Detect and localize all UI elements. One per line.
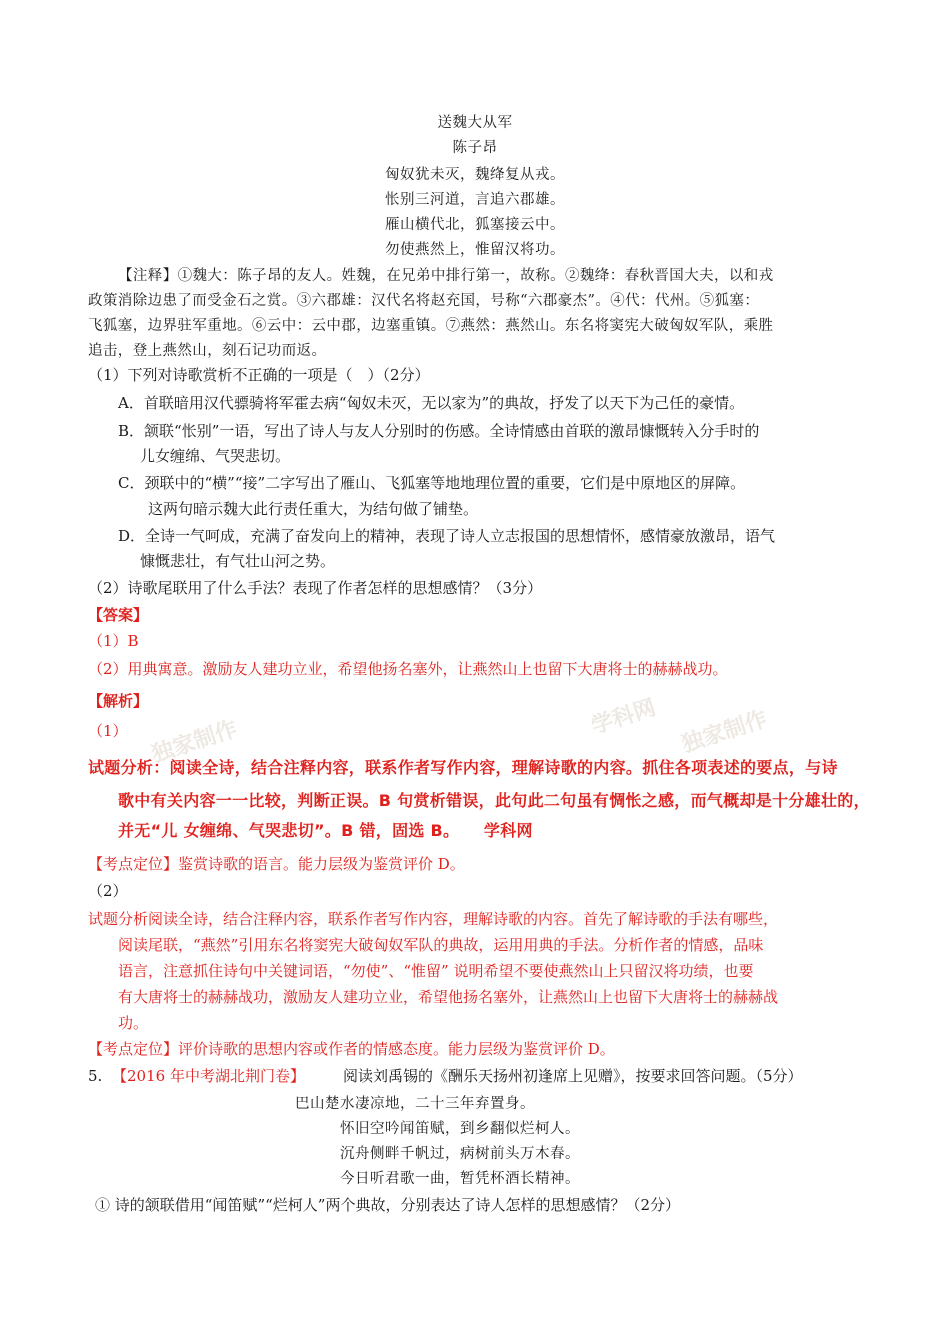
question-number: 5. [88, 1067, 103, 1085]
analysis-part-number: （2） [88, 882, 128, 900]
note-line: 追击，登上燕然山，刻石记功而返。 [88, 343, 327, 359]
watermark: 独家制作 [148, 716, 241, 768]
analysis-text: 功。 [118, 1014, 149, 1032]
analysis-label: 【解析】 [88, 692, 149, 710]
poem-line: 巴山楚水凄凉地，二十三年弃置身。 [295, 1096, 535, 1112]
poem-line: 怅别三河道，言追六郡雄。 [385, 192, 565, 208]
question-source: 【2016 年中考湖北荆门卷】 [112, 1067, 305, 1085]
option-b: B．颔联“怅别”一语，写出了诗人与友人分别时的伤感。全诗情感由首联的激昂慷慨转入分手时的 [118, 422, 760, 440]
analysis-text: 阅读尾联，“燕然”引用东名将窦宪大破匈奴军队的典故，运用用典的手法。分析作者的情感，品味 [118, 936, 764, 954]
answer-1: （1）B [88, 632, 139, 650]
poem-line: 怀旧空吟闻笛赋，到乡翻似烂柯人。 [340, 1121, 580, 1137]
analysis-text: 试题分析：阅读全诗，结合注释内容，联系作者写作内容，理解诗歌的内容。抓住各项表述的要点，与诗 [88, 758, 838, 777]
option-b-cont: 儿女缠绵、气哭悲切。 [140, 447, 291, 465]
analysis-text: 语言，注意抓住诗句中关键词语，“勿使”、“惟留” 说明希望不要使燕然山上只留汉将功绩，也要 [118, 962, 754, 980]
analysis-part-number: （1） [88, 722, 128, 740]
option-a: A．首联暗用汉代骠骑将军霍去病“匈奴未灭，无以家为”的典故，抒发了以天下为己任的豪情。 [118, 394, 745, 412]
analysis-text: 有大唐将士的赫赫战功，激励友人建功立业，希望他扬名塞外，让燕然山上也留下大唐将士的赫赫战 [118, 988, 779, 1006]
option-d-cont: 慷慨悲壮，有气壮山河之势。 [140, 552, 336, 570]
kaodian: 【考点定位】评价诗歌的思想内容或作者的情感态度。能力层级为鉴赏评价 D。 [88, 1040, 615, 1058]
question-stem: （1）下列对诗歌赏析不正确的一项是（ ）（2分） [88, 366, 430, 384]
option-c: C．颈联中的“横”“接”二字写出了雁山、飞狐塞等地地理位置的重要，它们是中原地区的屏障。 [118, 474, 746, 492]
kaodian: 【考点定位】鉴赏诗歌的语言。能力层级为鉴赏评价 D。 [88, 855, 465, 873]
poem-line: 匈奴犹未灭，魏绛复从戎。 [385, 167, 565, 183]
answer-2: （2）用典寓意。激励友人建功立业，希望他扬名塞外，让燕然山上也留下大唐将士的赫赫战功。 [88, 660, 728, 678]
option-d: D．全诗一气呵成，充满了奋发向上的精神，表现了诗人立志报国的思想情怀，感情豪放激昂，语气 [118, 527, 776, 545]
analysis-text: 试题分析阅读全诗，结合注释内容，联系作者写作内容，理解诗歌的内容。首先了解诗歌的手法有哪些， [88, 910, 779, 928]
note-line: 【注释】①魏大：陈子昂的友人。姓魏，在兄弟中排行第一，故称。②魏绛：春秋晋国大夫，以和戎 [118, 268, 774, 284]
poem-line: 今日听君歌一曲，暂凭杯酒长精神。 [340, 1171, 580, 1187]
poem-title: 送魏大从军 [437, 115, 513, 131]
question-stem: （2）诗歌尾联用了什么手法？表现了作者怎样的思想感情？（3分） [88, 579, 543, 597]
poem-line: 雁山横代北，狐塞接云中。 [385, 217, 565, 233]
sub-question: ① 诗的颔联借用“闻笛赋”“烂柯人”两个典故，分别表达了诗人怎样的思想感情？（2分） [95, 1196, 680, 1214]
poem-line: 沉舟侧畔千帆过，病树前头万木春。 [340, 1146, 580, 1162]
watermark: 独家制作 [678, 706, 771, 758]
poem-author: 陈子昂 [452, 140, 498, 156]
analysis-text: 并无“儿 女缠绵、气哭悲切”。B 错，固选 B。 学科网 [118, 821, 533, 840]
note-line: 飞狐塞，边界驻军重地。⑥云中：云中郡，边塞重镇。⑦燕然：燕然山。东名将窦宪大破匈奴军队，乘胜 [88, 318, 774, 334]
poem-line: 勿使燕然上，惟留汉将功。 [385, 242, 565, 258]
watermark: 学科网 [588, 695, 659, 740]
answer-label: 【答案】 [88, 606, 149, 624]
option-c-cont: 这两句暗示魏大此行责任重大，为结句做了铺垫。 [148, 500, 479, 518]
question-stem: 阅读刘禹锡的《酬乐天扬州初逢席上见赠》，按要求回答问题。（5分） [343, 1067, 803, 1085]
note-line: 政策消除边患了而受金石之赏。③六郡雄：汉代名将赵充国，号称“六郡豪杰”。④代：代州。⑤狐塞： [88, 293, 760, 309]
analysis-text: 歌中有关内容一一比较，判断正误。B 句赏析错误，此句此二句虽有惆怅之感，而气概却是十分雄壮的， [118, 791, 870, 810]
